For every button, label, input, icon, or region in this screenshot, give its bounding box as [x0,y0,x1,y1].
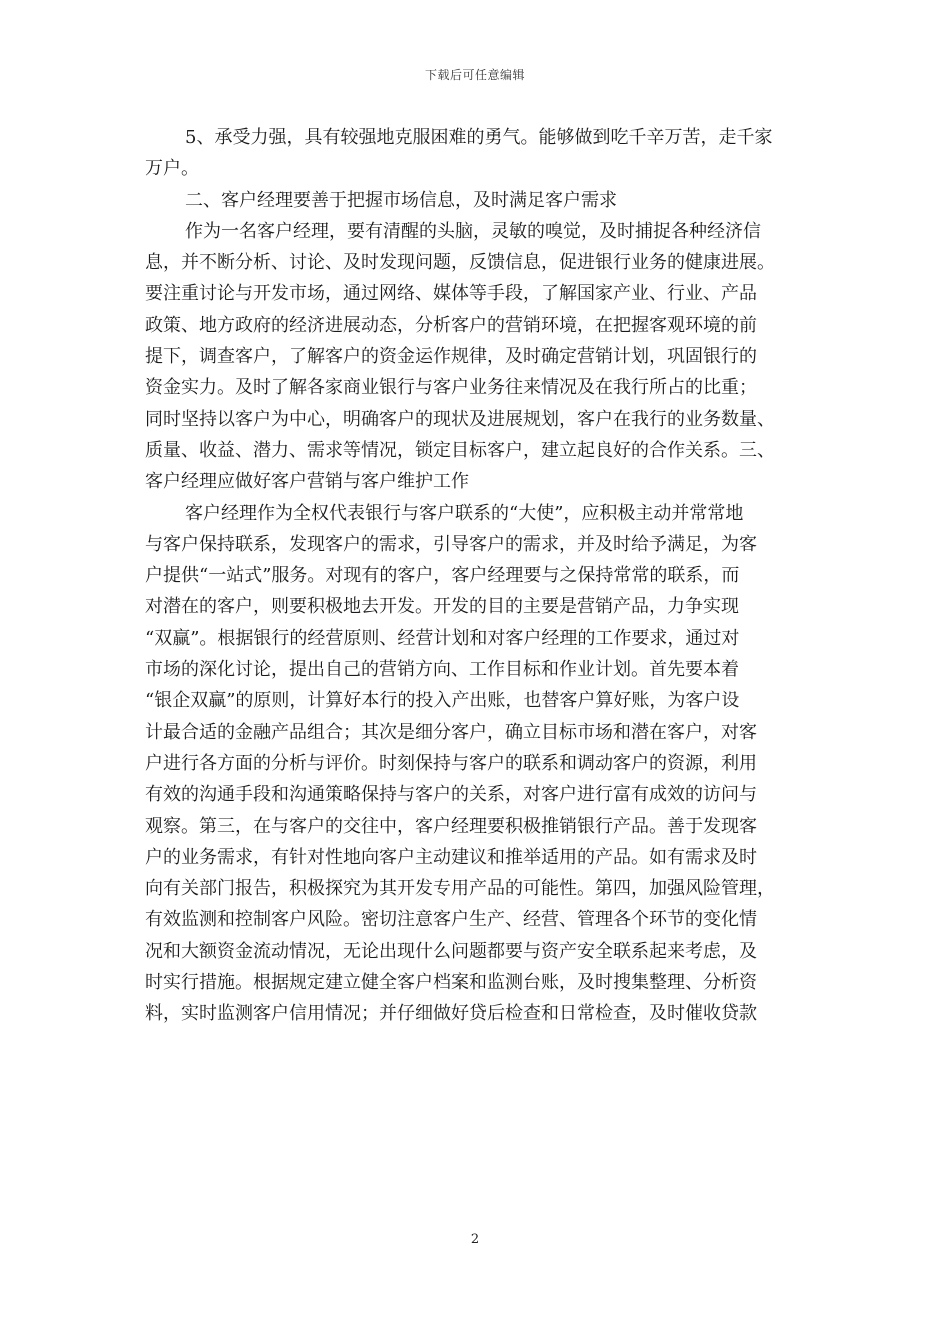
text-line: 与客户保持联系，发现客户的需求，引导客户的需求，并及时给予满足，为客 [145,533,757,555]
text-line: 料，实时监测客户信用情况；并仔细做好贷后检查和日常检查，及时催收贷款 [145,1003,757,1025]
text-line: 况和大额资金流动情况，无论出现什么问题都要与资产安全联系起来考虑，及 [145,940,757,962]
text-line: 对潜在的客户，则要积极地去开发。开发的目的主要是营销产品，力争实现 [145,596,739,618]
text-line: 作为一名客户经理，要有清醒的头脑，灵敏的嗅觉，及时捕捉各种经济信 [185,220,761,242]
text-line: 提下，调查客户，了解客户的资金运作规律，及时确定营销计划，巩固银行的 [145,346,757,368]
text-line: 市场的深化讨论，提出自己的营销方向、工作目标和作业计划。首先要本着 [145,659,739,681]
text-line: 有效的沟通手段和沟通策略保持与客户的关系，对客户进行富有成效的访问与 [145,784,757,806]
text-line: 观察。第三，在与客户的交往中，客户经理要积极推销银行产品。善于发现客 [145,815,757,837]
text-line: 客户经理应做好客户营销与客户维护工作 [145,471,469,493]
text-line: 政策、地方政府的经济进展动态，分析客户的营销环境，在把握客观环境的前 [145,314,757,336]
text-line: 要注重讨论与开发市场，通过网络、媒体等手段，了解国家产业、行业、产品 [145,283,757,305]
text-line: 向有关部门报告，积极探究为其开发专用产品的可能性。第四，加强风险管理， [145,878,775,900]
text-line: 万户。 [145,158,199,180]
body-text [145,122,807,1030]
text-line: “银企双赢”的原则，计算好本行的投入产出账，也替客户算好账，为客户设 [145,690,740,712]
text-line: 客户经理作为全权代表银行与客户联系的“大使”，应积极主动并常常地 [185,502,744,524]
text-line: 息，并不断分析、讨论、及时发现问题，反馈信息，促进银行业务的健康进展。 [145,252,775,274]
text-line: 资金实力。及时了解各家商业银行与客户业务往来情况及在我行所占的比重； [145,377,757,399]
text-line: 二、客户经理要善于把握市场信息，及时满足客户需求 [185,189,617,211]
document-body [145,122,807,1030]
text-line: 有效监测和控制客户风险。密切注意客户生产、经营、管理各个环节的变化情 [145,909,757,931]
page-number: 2 [470,1232,480,1247]
text-line: 质量、收益、潜力、需求等情况，锁定目标客户，建立起良好的合作关系。三、 [145,439,775,461]
text-line: 时实行措施。根据规定建立健全客户档案和监测台账，及时搜集整理、分析资 [145,972,757,994]
text-line: “双赢”。根据银行的经营原则、经营计划和对客户经理的工作要求，通过对 [145,627,740,649]
text-line: 计最合适的金融产品组合；其次是细分客户，确立目标市场和潜在客户，对客 [145,721,757,743]
text-line: 同时坚持以客户为中心，明确客户的现状及进展规划，客户在我行的业务数量、 [145,408,775,430]
text-line: 5、承受力强，具有较强地克服困难的勇气。能够做到吃千辛万苦，走千家 [185,127,773,148]
text-line: 户的业务需求，有针对性地向客户主动建议和推举适用的产品。如有需求及时 [145,846,757,868]
text-line: 户提供“一站式”服务。对现有的客户，客户经理要与之保持常常的联系，而 [145,565,740,587]
page-header: 下载后可任意编辑 [424,68,525,82]
text-line: 户进行各方面的分析与评价。时刻保持与客户的联系和调动客户的资源，利用 [145,752,757,774]
